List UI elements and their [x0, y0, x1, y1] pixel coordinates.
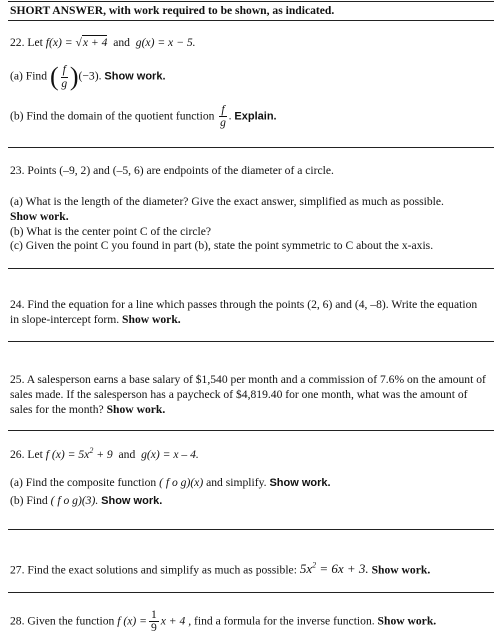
q28-text: 28. Given the function	[10, 614, 115, 628]
q22b-end: .	[228, 109, 232, 123]
section-header: SHORT ANSWER, with work required to be shown, as indicated.	[10, 4, 335, 17]
q22b-fraction	[219, 104, 226, 129]
q28-show-work: Show work.	[377, 614, 437, 628]
left-paren: (	[49, 62, 59, 91]
q26a	[10, 476, 488, 491]
top-divider	[8, 1, 494, 2]
sqrt-symbol: √	[75, 36, 82, 49]
q26b	[10, 494, 488, 509]
frac-numerator: f	[62, 63, 66, 77]
divider	[8, 341, 494, 342]
q26a-fn: ( f o g)(x)	[159, 476, 204, 489]
right-paren: )	[69, 62, 79, 91]
question-27	[10, 561, 488, 578]
q22-g-def: g(x) = x − 5.	[135, 36, 196, 49]
q26-g-def: g(x) = x – 4.	[141, 447, 199, 461]
q27-equation	[300, 561, 369, 576]
frac-denominator: 9	[150, 621, 157, 635]
question-26	[10, 446, 488, 463]
q23b-text: (b) What is the center point C of the circle?	[10, 224, 211, 238]
question-23: 23. Points (–9, 2) and (–5, 6) are endpoints of the diameter of a circle.	[10, 164, 334, 177]
q28-fn-rest: x + 4 ,	[160, 614, 192, 628]
q26-intro: 26. Let	[10, 447, 46, 461]
divider	[8, 147, 494, 148]
q27-eq-b: = 6x + 3.	[316, 561, 369, 577]
question-22	[10, 36, 488, 51]
question-22a	[10, 64, 488, 90]
q28-fn: f (x) =	[117, 614, 147, 628]
q26-f-a: f (x) = 5x	[45, 447, 90, 461]
q22-and: and	[113, 36, 130, 49]
q27-exponent: 2	[312, 561, 317, 570]
question-24	[10, 298, 488, 328]
q22b-text: (b) Find the domain of the quotient function	[10, 109, 215, 123]
q22-f-def: f(x) =	[45, 36, 76, 49]
q22a-label: (a) Find	[10, 69, 48, 83]
frac-denominator: g	[61, 76, 68, 90]
q22-intro: 22. Let	[10, 36, 46, 49]
q26b-fn: ( f o g)(3).	[50, 493, 99, 507]
q26-exponent: 2	[89, 446, 94, 455]
q26a-show-work: Show work.	[269, 477, 331, 489]
question-26-parts	[10, 476, 488, 509]
q27-text: 27. Find the exact solutions and simplify as much as possible:	[10, 563, 297, 577]
q22-radicand: x + 4	[82, 36, 108, 49]
question-25	[10, 373, 488, 417]
q22a-show-work: Show work.	[104, 70, 166, 83]
q23a-show-work: Show work.	[10, 209, 69, 223]
q22a-fraction	[61, 64, 68, 89]
question-23-parts	[10, 195, 488, 254]
q28-text2: find a formula for the inverse function.	[194, 614, 375, 628]
q24-text: 24. Find the equation for a line which passes through the points (2, 6) and (4, –8). Write the equation in slope-intercept form.	[10, 298, 478, 326]
q23a-text: (a) What is the length of the diameter? Give the exact answer, simplified as much as possible.	[10, 195, 444, 208]
q26a-text2: and simplify.	[206, 476, 267, 489]
q28-fraction	[149, 609, 159, 634]
question-22b	[10, 104, 488, 129]
divider	[8, 268, 494, 269]
q26b-show-work: Show work.	[101, 494, 163, 507]
q24-show-work: Show work.	[122, 312, 181, 326]
q26-f-b: + 9	[93, 447, 113, 461]
q25-show-work: Show work.	[106, 402, 166, 416]
question-28	[10, 609, 488, 634]
q26b-text: (b) Find	[10, 493, 48, 507]
divider	[8, 592, 494, 593]
q26a-text: (a) Find the composite function	[10, 476, 157, 489]
divider	[8, 430, 494, 431]
frac-numerator: f	[221, 103, 225, 116]
q26-f-def	[46, 448, 113, 461]
q27-show-work: Show work.	[371, 563, 431, 577]
q26-and: and	[118, 447, 136, 461]
q23c-text: (c) Given the point C you found in part (b), state the point symmetric to C about the x-axis.	[10, 239, 434, 253]
divider	[8, 529, 494, 530]
frac-denominator: g	[220, 116, 226, 130]
q22a-arg: (−3).	[78, 69, 102, 83]
q25-text: 25. A salesperson earns a base salary of $1,540 per month and a commission of 7.6% on the amount of sales made. If the salesperson has a paycheck of $4,819.40 for one month, what was the amount of sales for the month?	[10, 373, 486, 416]
divider	[8, 20, 494, 21]
q22b-explain: Explain.	[234, 110, 277, 123]
frac-numerator: 1	[150, 608, 157, 621]
q27-eq-a: 5x	[299, 561, 313, 577]
